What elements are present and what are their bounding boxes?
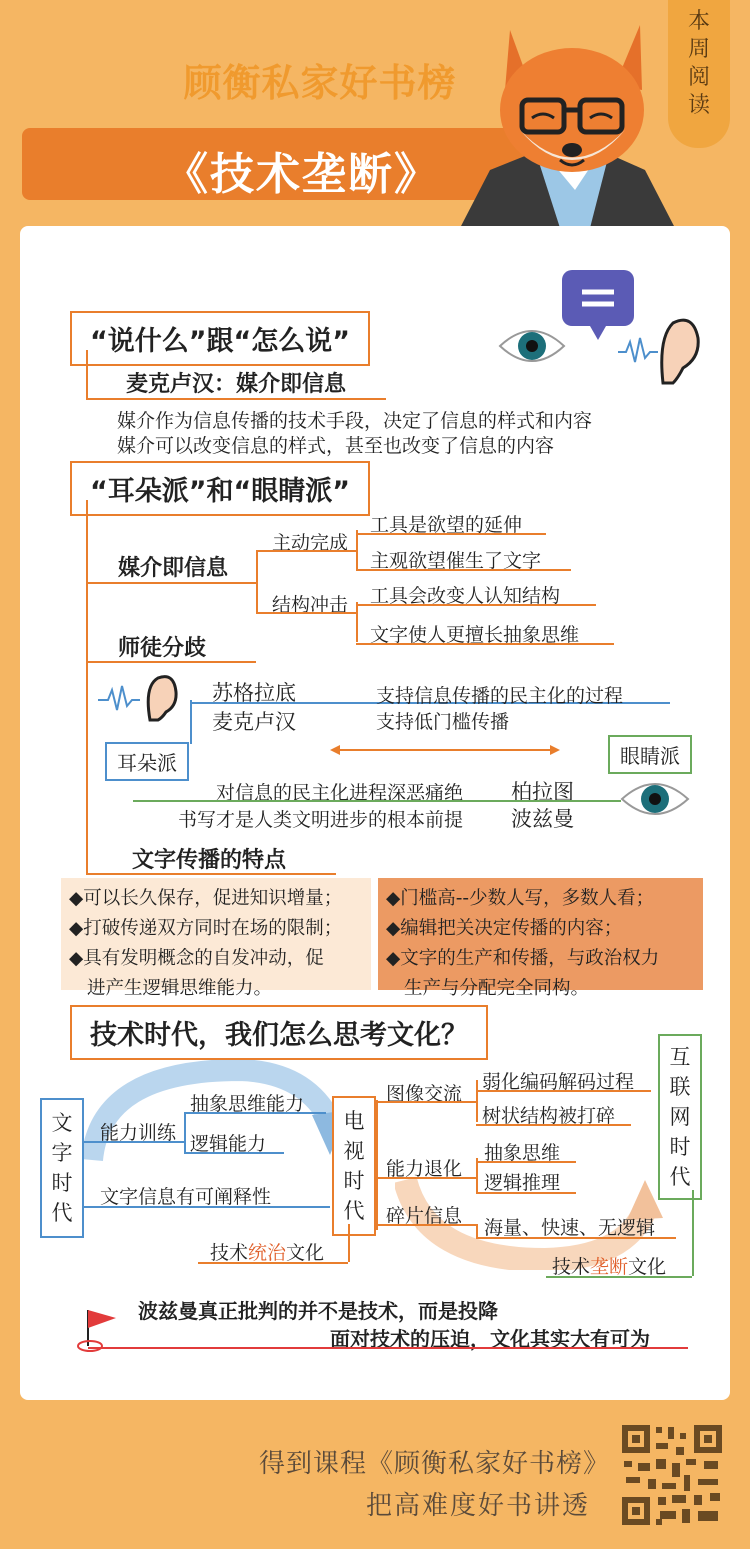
branch-line bbox=[376, 1101, 476, 1103]
feature-item: 生产与分配完全同构。 bbox=[404, 978, 590, 999]
branch-line bbox=[356, 569, 571, 571]
branch-line bbox=[356, 643, 614, 645]
tree-connector bbox=[86, 350, 88, 398]
branch-line bbox=[184, 1112, 186, 1152]
feature-item: ◆文字的生产和传播，与政治权力 bbox=[386, 948, 660, 969]
ear-name: 麦克卢汉 bbox=[212, 710, 296, 734]
footer-tagline: 把高难度好书讲透 bbox=[365, 1491, 590, 1521]
section2-title: “耳朵派”和“眼睛派” bbox=[70, 461, 370, 516]
eye-icon bbox=[620, 774, 690, 824]
branch-line bbox=[376, 1224, 476, 1226]
brand-title: 顾衡私家好书榜 bbox=[183, 61, 457, 105]
tag-char: 本 bbox=[687, 9, 710, 34]
ability-training-label: 能力训练 bbox=[100, 1122, 177, 1144]
decline-label: 能力退化 bbox=[386, 1158, 463, 1180]
decline-item: 抽象思维 bbox=[484, 1142, 561, 1164]
ear-view: 支持低门槛传播 bbox=[376, 711, 510, 733]
branch-line bbox=[476, 1237, 676, 1239]
branch-line bbox=[356, 533, 546, 535]
image-label: 图像交流 bbox=[386, 1083, 463, 1105]
ear-view: 支持信息传播的民主化的过程 bbox=[376, 685, 624, 707]
branch-line bbox=[692, 1190, 694, 1276]
training-item: 抽象思维能力 bbox=[190, 1093, 305, 1115]
conclusion-line: 波兹曼真正批判的并不是技术，而是投降 bbox=[138, 1299, 498, 1323]
image-item: 树状结构被打碎 bbox=[482, 1105, 616, 1127]
structure-item: 工具会改变人认知结构 bbox=[370, 585, 561, 607]
feature-item: ◆可以长久保存，促进知识增量； bbox=[69, 888, 343, 909]
branch-line bbox=[476, 1158, 478, 1194]
branch-line bbox=[476, 1080, 478, 1122]
interpretable-label: 文字信息有可阐释性 bbox=[100, 1186, 272, 1208]
double-arrow-icon bbox=[330, 742, 560, 758]
branch-line bbox=[198, 1262, 348, 1264]
fragment-label: 碎片信息 bbox=[386, 1205, 463, 1227]
ear-school-label: 耳朵派 bbox=[105, 742, 189, 781]
tech-rule-culture: 技术统治文化 bbox=[210, 1242, 325, 1264]
writing-features-label: 文字传播的特点 bbox=[132, 848, 287, 873]
section1-title: “说什么”跟“怎么说” bbox=[70, 311, 370, 366]
split-label: 师徒分歧 bbox=[118, 636, 207, 661]
tech-monopoly-culture: 技术垄断文化 bbox=[552, 1256, 667, 1278]
section3-title: 技术时代，我们怎么思考文化？ bbox=[70, 1005, 488, 1060]
branch-line bbox=[476, 1192, 576, 1194]
structure-label: 结构冲击 bbox=[272, 594, 349, 616]
eye-name: 柏拉图 bbox=[511, 780, 574, 804]
branch-line bbox=[86, 582, 256, 584]
fragment-item: 海量、快速、无逻辑 bbox=[484, 1217, 656, 1239]
training-item: 逻辑能力 bbox=[190, 1133, 267, 1155]
branch-line bbox=[86, 661, 256, 663]
branch-line bbox=[86, 873, 336, 875]
feature-item: ◆打破传递双方同时在场的限制； bbox=[69, 918, 343, 939]
active-label: 主动完成 bbox=[272, 532, 349, 554]
conclusion-underline bbox=[88, 1347, 688, 1349]
branch-line bbox=[546, 1276, 692, 1278]
tag-char: 阅 bbox=[687, 65, 710, 90]
ear-name: 苏格拉底 bbox=[212, 681, 296, 705]
weekly-reading-tag bbox=[668, 0, 730, 148]
branch-line bbox=[356, 602, 358, 642]
branch-line bbox=[356, 604, 596, 606]
text-era-box: 文 字 时 代 bbox=[40, 1098, 84, 1238]
fox-mascot-illustration bbox=[450, 10, 675, 228]
eye-view: 对信息的民主化进程深恶痛绝 bbox=[216, 782, 464, 804]
feature-item: ◆门槛高--少数人写，多数人看； bbox=[386, 888, 655, 909]
tag-char: 周 bbox=[687, 37, 710, 62]
structure-item: 文字使人更擅长抽象思维 bbox=[370, 624, 580, 646]
qr-code-icon[interactable] bbox=[620, 1423, 724, 1527]
branch-line bbox=[84, 1141, 184, 1143]
ear-icon bbox=[98, 672, 178, 722]
mcluhan-subtitle: 麦克卢汉：媒介即信息 bbox=[126, 372, 347, 397]
branch-line bbox=[356, 530, 358, 570]
branch-line bbox=[476, 1224, 478, 1238]
tv-era-box: 电 视 时 代 bbox=[332, 1096, 376, 1236]
decline-item: 逻辑推理 bbox=[484, 1172, 561, 1194]
branch-line bbox=[376, 1177, 476, 1179]
branch-line bbox=[476, 1090, 651, 1092]
tree-trunk bbox=[86, 500, 88, 875]
active-item: 主观欲望催生了文字 bbox=[370, 550, 542, 572]
media-is-message-label: 媒介即信息 bbox=[118, 556, 229, 581]
internet-era-box: 互 联 网 时 代 bbox=[658, 1034, 702, 1200]
writing-disadvantages-box bbox=[378, 878, 703, 999]
branch-line bbox=[476, 1124, 631, 1126]
footer-course: 得到课程《顾衡私家好书榜》 bbox=[258, 1449, 610, 1479]
feature-item: 进产生逻辑思维能力。 bbox=[87, 978, 273, 999]
eye-school-label: 眼睛派 bbox=[608, 735, 692, 774]
section1-line: 媒介作为信息传播的技术手段，决定了信息的样式和内容 bbox=[117, 410, 593, 432]
section1-line: 媒介可以改变信息的样式，甚至也改变了信息的内容 bbox=[117, 435, 555, 457]
conclusion-line: 面对技术的压迫，文化其实大有可为 bbox=[330, 1327, 650, 1351]
branch-line bbox=[184, 1152, 284, 1154]
branch-line bbox=[190, 700, 192, 744]
branch-line bbox=[184, 1112, 326, 1114]
feature-item: ◆具有发明概念的自发冲动，促 bbox=[69, 948, 324, 969]
eye-view: 书写才是人类文明进步的根本前提 bbox=[178, 809, 464, 831]
eye-name: 波兹曼 bbox=[511, 807, 574, 831]
branch-line bbox=[133, 800, 621, 802]
writing-advantages-box bbox=[61, 878, 371, 999]
subtitle-underline bbox=[86, 398, 386, 400]
book-title: 《技术垄断》 bbox=[164, 149, 440, 200]
branch-line bbox=[348, 1224, 350, 1262]
branch-line bbox=[256, 550, 258, 612]
tag-char: 读 bbox=[687, 93, 710, 118]
branch-line bbox=[256, 612, 356, 614]
branch-line bbox=[84, 1206, 330, 1208]
branch-line bbox=[476, 1161, 576, 1163]
branch-line bbox=[256, 550, 356, 552]
feature-item: ◆编辑把关决定传播的内容； bbox=[386, 918, 623, 939]
image-item: 弱化编码解码过程 bbox=[482, 1071, 635, 1093]
branch-line bbox=[376, 1100, 378, 1230]
eye-chat-ear-icon bbox=[498, 268, 703, 388]
active-item: 工具是欲望的延伸 bbox=[370, 514, 523, 536]
